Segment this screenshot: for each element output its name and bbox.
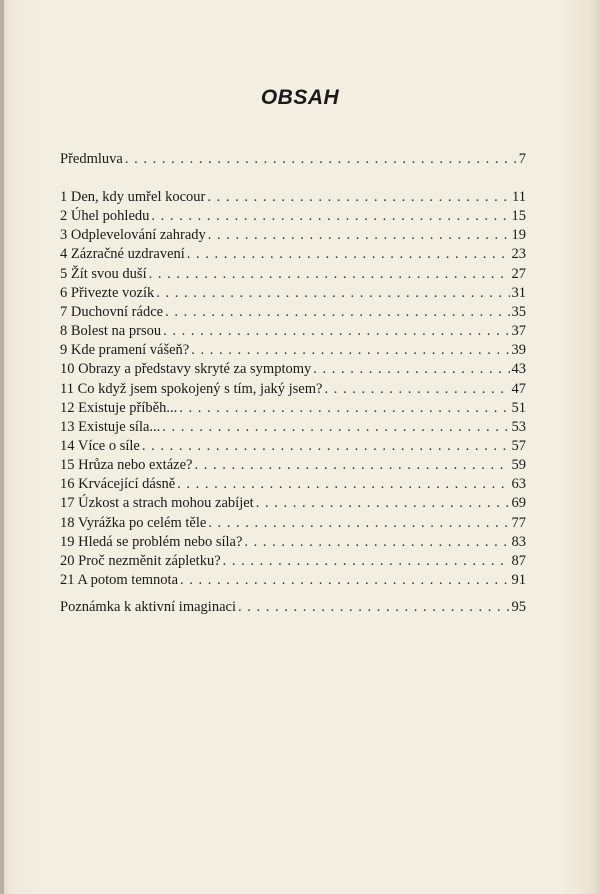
toc-entry-label: 2 Úhel pohledu xyxy=(60,208,150,225)
toc-entry-appendix xyxy=(60,598,526,617)
toc-entry-page: 43 xyxy=(511,361,526,378)
dot-leader xyxy=(165,303,509,322)
toc-entry-chapter xyxy=(60,188,526,207)
toc-entry-label: 21 A potom temnota xyxy=(60,572,179,588)
toc-entry-page: 7 xyxy=(518,151,526,167)
page-spine-edge xyxy=(0,0,4,894)
toc-entry-chapter xyxy=(60,265,526,284)
toc-entry-chapter xyxy=(60,207,526,226)
toc-entry-page: 63 xyxy=(511,476,526,493)
toc-entry-chapter xyxy=(60,437,526,456)
toc-entry-label: 7 Duchovní rádce xyxy=(60,303,164,320)
toc-entry-page: 77 xyxy=(511,514,526,531)
toc-entry-chapter xyxy=(60,456,526,475)
toc-entry-label: Poznámka k aktivní imaginaci xyxy=(60,599,236,615)
dot-leader xyxy=(194,456,509,475)
dot-leader xyxy=(151,207,509,226)
toc-entry-page: 53 xyxy=(511,418,526,435)
toc-entry-chapter xyxy=(60,380,526,399)
toc-entry-label: 4 Zázračné uzdravení xyxy=(60,246,185,263)
toc-entry-chapter xyxy=(60,226,526,245)
toc-entry-label: 13 Existuje síla... xyxy=(60,418,161,435)
toc-entry-page: 11 xyxy=(512,189,526,205)
dot-leader xyxy=(244,533,509,552)
toc-entry-page: 23 xyxy=(511,246,526,263)
dot-leader xyxy=(149,265,510,284)
toc-entry-chapter xyxy=(60,475,526,494)
dot-leader xyxy=(125,150,517,169)
toc-entry-label: 18 Vyrážka po celém těle xyxy=(60,514,207,531)
toc-entry-label: 6 Přivezte vozík xyxy=(60,284,155,301)
toc-entry-page: 47 xyxy=(511,380,526,397)
toc-entry-page: 19 xyxy=(511,227,526,244)
toc-entry-page: 87 xyxy=(511,552,526,569)
toc-entry-chapter xyxy=(60,303,526,322)
dot-leader xyxy=(156,284,509,303)
toc-entry-page: 27 xyxy=(511,265,526,282)
toc-entry-label: 16 Krvácející dásně xyxy=(60,476,176,493)
dot-leader xyxy=(223,552,510,571)
dot-leader xyxy=(313,360,509,379)
dot-leader xyxy=(208,226,510,245)
dot-leader xyxy=(187,245,510,264)
toc-entry-preface xyxy=(60,150,526,169)
toc-entry-label: Předmluva xyxy=(60,151,123,167)
toc-entry-label: 20 Proč nezměnit zápletku? xyxy=(60,552,221,569)
dot-leader xyxy=(177,475,509,494)
toc-entry-chapter xyxy=(60,418,526,437)
dot-leader xyxy=(207,188,510,207)
dot-leader xyxy=(162,418,509,437)
toc-entry-chapter xyxy=(60,552,526,571)
toc-entry-chapter xyxy=(60,341,526,360)
toc-entry-label: 10 Obrazy a představy skryté za symptomy xyxy=(60,361,312,378)
dot-leader xyxy=(179,399,509,418)
toc-entry-page: 91 xyxy=(511,572,526,588)
toc-entry-chapter xyxy=(60,245,526,264)
toc-entry-page: 15 xyxy=(511,208,526,225)
dot-leader xyxy=(163,322,509,341)
toc-entry-chapter xyxy=(60,571,526,590)
dot-leader xyxy=(208,514,509,533)
toc-entry-page: 95 xyxy=(511,599,526,615)
toc-entry-label: 15 Hrůza nebo extáze? xyxy=(60,457,193,474)
toc-entry-page: 35 xyxy=(511,303,526,320)
toc-entry-page: 39 xyxy=(511,342,526,359)
toc-entry-label: 12 Existuje příběh... xyxy=(60,399,178,416)
toc-entry-page: 83 xyxy=(511,533,526,550)
toc-entry-chapter xyxy=(60,494,526,513)
toc-entry-page: 37 xyxy=(511,323,526,340)
toc-entry-page: 31 xyxy=(511,284,526,301)
toc-entry-label: 3 Odplevelování zahrady xyxy=(60,227,206,244)
toc-entry-page: 51 xyxy=(511,399,526,416)
toc-entry-chapter xyxy=(60,360,526,379)
toc-entry-page: 57 xyxy=(511,437,526,454)
page-title: OBSAH xyxy=(260,86,340,109)
dot-leader xyxy=(180,571,509,590)
toc-entry-label: 19 Hledá se problém nebo síla? xyxy=(60,533,243,550)
toc-entry-label: 1 Den, kdy umřel kocour xyxy=(60,189,206,205)
toc-entry-label: 11 Co když jsem spokojený s tím, jaký jsem? xyxy=(60,380,323,397)
toc-entry-label: 17 Úzkost a strach mohou zabíjet xyxy=(60,495,254,512)
toc-entry-label: 14 Více o síle xyxy=(60,437,140,454)
toc-entry-chapter xyxy=(60,322,526,341)
toc-entry-page: 69 xyxy=(511,495,526,512)
toc-entry-page: 59 xyxy=(511,457,526,474)
toc-entry-chapter xyxy=(60,284,526,303)
toc-entry-chapter xyxy=(60,399,526,418)
dot-leader xyxy=(142,437,510,456)
dot-leader xyxy=(324,380,509,399)
dot-leader xyxy=(256,494,510,513)
toc-entry-label: 8 Bolest na prsou xyxy=(60,323,162,340)
toc-entry-label: 9 Kde pramení vášeň? xyxy=(60,342,190,359)
toc-entry-chapter xyxy=(60,514,526,533)
dot-leader xyxy=(238,598,510,617)
toc-entry-label: 5 Žít svou duší xyxy=(60,265,147,282)
toc-entry-chapter xyxy=(60,533,526,552)
dot-leader xyxy=(191,341,509,360)
